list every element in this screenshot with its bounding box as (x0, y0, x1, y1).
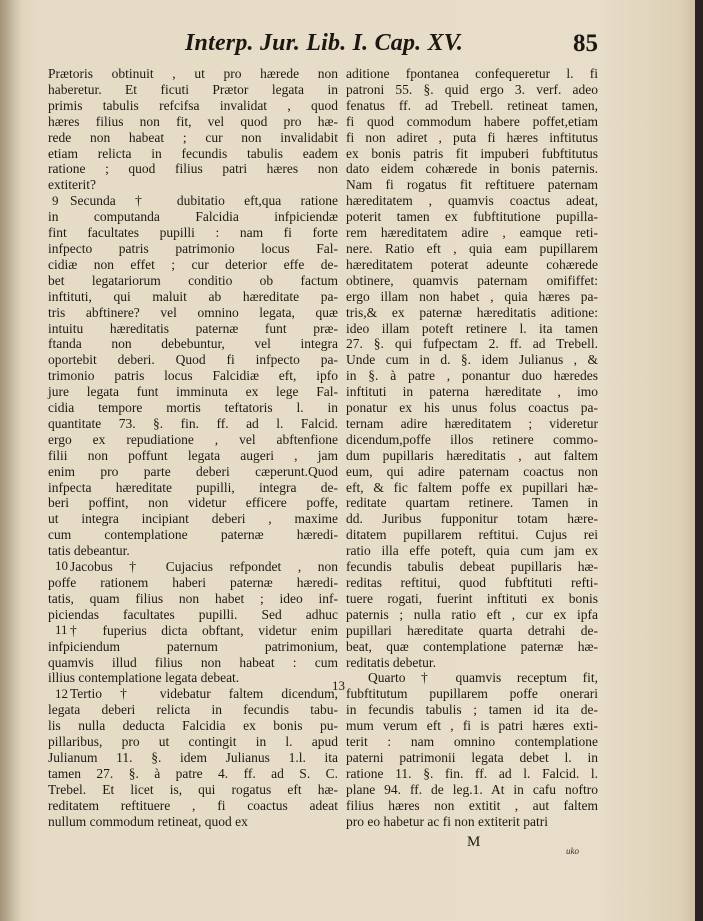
text-line: rede non habeat ; cur non invalidabit (48, 129, 338, 145)
text-line: reditate quartam retinere. Tamen in (346, 495, 598, 511)
text-line: ratione 11. §. fin. ff. ad l. Falcid. l. (346, 765, 598, 781)
text-line: ex bonis patris fit impuberi fubftitutus (346, 145, 598, 161)
text-line: in §. à patre , ponantur duo hæredes (346, 368, 598, 384)
text-line: extiterit? (48, 177, 96, 193)
text-line: mum verum eft , fi is patri hæres exti- (346, 718, 598, 734)
text-line: poterit tamen ex fubftitutione pupilla- (346, 209, 598, 225)
text-line: inftituti in paterna hæreditate , imo (346, 384, 598, 400)
text-line: fecundis tabulis debeat pupillaris hæ- (346, 559, 598, 575)
text-line: Jacobus † Cujacius refpondet , non (70, 559, 338, 575)
text-line: ut integra incipiant deberi , maxime (48, 511, 338, 527)
text-line: beri poffint, non videtur efficere poffe, (48, 495, 338, 511)
text-line: inftituti, qui maluit ab hæreditate pa- (48, 288, 338, 304)
text-line: Unde cum in d. §. idem Julianus , & (346, 352, 598, 368)
text-line: rem hæreditatem adire , eamque reti- (346, 225, 598, 241)
page-number: 85 (573, 30, 598, 57)
gutter-shadow (0, 0, 22, 921)
text-line: eum, qui adire paternam coactus non (346, 463, 598, 479)
text-line: Julianum 11. §. idem Julianus 1.l. ita (48, 749, 338, 765)
text-line: fubftitutum pupillarem poffe onerari (346, 686, 598, 702)
running-title: Interp. Jur. Lib. I. Cap. XV. (185, 30, 464, 56)
text-line: tatis debeantur. (48, 543, 130, 559)
text-line: ideo illam poteft retinere l. ita tamen (346, 320, 598, 336)
text-line: reditatis debetur. (346, 654, 436, 670)
text-line: infpecta hæreditate pupilli, integra de- (48, 479, 338, 495)
text-line: ergo ex repudiatione , vel abftenfione (48, 431, 338, 447)
text-line: intuitu hæreditatis paternæ funt præ- (48, 320, 338, 336)
signature-mark: M (467, 834, 481, 850)
text-line: infpiciendum paternum patrimonium, (48, 638, 338, 654)
margin-number: 10 (55, 558, 68, 573)
text-line: aditione fpontanea confequeretur l. fi (346, 66, 598, 81)
text-line: ergo illam non habet , quia hæres pa- (346, 288, 598, 304)
margin-number: 11 (55, 622, 68, 637)
text-line: hæres filius non fit, vel quod pro hæ- (48, 113, 338, 129)
text-line: infpecto patris patrimonio locus Fal- (48, 240, 338, 256)
text-line: filii non poffunt legata augeri , jam (48, 447, 338, 463)
book-edge (695, 0, 703, 921)
text-line: beat, quæ contemplatione paternæ hæ- (346, 638, 598, 654)
text-line: filius hæres non extitit , aut faltem (346, 797, 598, 813)
right-text-column (346, 66, 598, 830)
text-line: jure legata funt imminuta ex lege Fal- (48, 384, 338, 400)
text-line: terit : nam omnino contemplatione (346, 734, 598, 750)
text-line: patroni 55. §. quid ergo 3. verf. adeo (346, 81, 598, 97)
text-line: cum contemplatione paternæ hæredi- (48, 527, 338, 543)
text-line: ditatem pupillarem reftitui. Cujus rei (346, 527, 598, 543)
text-line: reditas reftitui, quod fubftituti refti- (346, 575, 598, 590)
margin-number: 9 (52, 193, 59, 208)
text-line: lis nulla deducta Falcidia ex bonis pu- (48, 718, 338, 734)
text-line: illius contemplatione legata debeat. (48, 670, 240, 686)
text-line: oportebit deberi. Quod fi infpecto pa- (48, 352, 338, 368)
text-line: dum pupillaris hæreditatis , aut faltem (346, 447, 598, 463)
text-line: paternis ; nulla ratio eft , cur ex ipfa (346, 606, 598, 622)
text-line: Tertio † videbatur faltem dicendum, (70, 686, 338, 702)
text-line: ternam adire hæreditatem ; videretur (346, 415, 598, 431)
text-line: hæreditatem poterat adeunte cohærede (346, 256, 598, 272)
text-line: cidia tempore mortis teftatoris l. in (48, 400, 338, 416)
text-line: ratio illa effe poteft, quia cum jam ex (346, 543, 598, 559)
text-line: nere. Ratio eft , quia eam pupillarem (346, 240, 598, 256)
text-line: hæreditatem , quamvis coactus adeat, (346, 193, 598, 209)
text-line: reditatem reftituere , fi coactus adeat (48, 797, 338, 813)
text-line: nullum commodum retineat, quod ex (48, 813, 248, 829)
text-line: Prætoris obtinuit , ut pro hærede non (48, 66, 338, 81)
text-line: dicendum,poffe illos retinere commo- (346, 431, 598, 447)
text-line: pupillari hæreditate quarta detrahi de- (346, 622, 598, 638)
text-line: paterni patrimonii legata debet l. in (346, 749, 598, 765)
text-line: tatis, quam filius non habet ; ideo inf- (48, 590, 338, 606)
text-line: etiam relicta in fecundis tabulis eadem (48, 145, 338, 161)
text-line: poffe rationem haberi paternæ hæredi- (48, 575, 338, 590)
text-line: fi non adiret , puta fi hæres inftitutus (346, 129, 598, 145)
catchword: uko (566, 846, 579, 856)
text-line: in fecundis tabulis ; tamen id ita de- (346, 702, 598, 718)
text-line: fi quod commodum habere poffet,etiam (346, 113, 598, 129)
text-line: fenatus ff. ad Trebell. retineat tamen, (346, 97, 598, 113)
text-line: legata deberi relicta in fecundis tabu- (48, 702, 338, 718)
text-line: dato eidem cohærede in bonis paternis. (346, 161, 598, 177)
text-line: bet legatariorum conditio ob factum (48, 272, 338, 288)
text-line: eft, & fic faltem poffe ex pupillari hæ- (346, 479, 598, 495)
text-line: ftanda non debebuntur, vel integra (48, 336, 338, 352)
text-line: quantitate 73. §. fin. ff. ad l. Falcid. (48, 415, 338, 431)
text-line: dd. Juribus fupponitur totam hære- (346, 511, 598, 527)
margin-number: 12 (55, 686, 68, 701)
text-line: haberetur. Et ficuti Prætor legata in (48, 81, 338, 97)
text-line: pillaribus, pro ut contingit in l. apud (48, 734, 338, 750)
text-line: trimonio patris locus Falcidiæ eft, ipfo (48, 368, 338, 384)
text-line: ponatur ex his unus folus coactus pa- (346, 400, 598, 416)
text-line: fint facultates pupilli : nam fi forte (48, 225, 338, 241)
text-line: pro eo habetur ac fi non extiterit patri (346, 813, 549, 829)
text-line: tris abftinere? vel omnino legata, quæ (48, 304, 338, 320)
text-line: ratione ; quod filius patri hæres non (48, 161, 338, 177)
text-line: Nam fi rogatus fit reftituere paternam (346, 177, 598, 193)
text-line: Secunda † dubitatio eft,qua ratione (70, 193, 338, 209)
text-line: tuere rogati, fuerint inftituti ex bonis (346, 590, 598, 606)
text-line: piciendas facultates pupilli. Sed adhuc (48, 606, 338, 622)
text-line: tamen 27. §. à patre 4. ff. ad S. C. (48, 765, 338, 781)
text-line: tris,& ex paternæ hæreditatis aditione: (346, 304, 598, 320)
text-line: cidiæ non effet ; cur deterior effe de- (48, 256, 338, 272)
text-line: plane 94. ff. de leg.1. At in cafu noftro (346, 781, 598, 797)
text-line: in computanda Falcidia infpiciendæ (48, 209, 338, 225)
text-line: quamvis illud filius non habeat : cum (48, 654, 338, 670)
left-text-column (48, 66, 338, 830)
text-line: 27. §. qui fufpectam 2. ff. ad Trebell. (346, 336, 598, 352)
text-line: Quarto † quamvis receptum fit, (368, 670, 598, 686)
text-line: obtinere, quamvis paternam omififfet: (346, 272, 598, 288)
margin-number: 13 (332, 678, 345, 693)
text-line: † fuperius dicta obftant, videtur enim (70, 622, 338, 638)
text-line: Trebel. Et licet is, qui rogatus eft hæ- (48, 781, 338, 797)
text-line: primis tabulis refcifsa invalidat , quod (48, 97, 338, 113)
text-line: enim pro parte deberi cæperunt.Quod (48, 463, 338, 479)
